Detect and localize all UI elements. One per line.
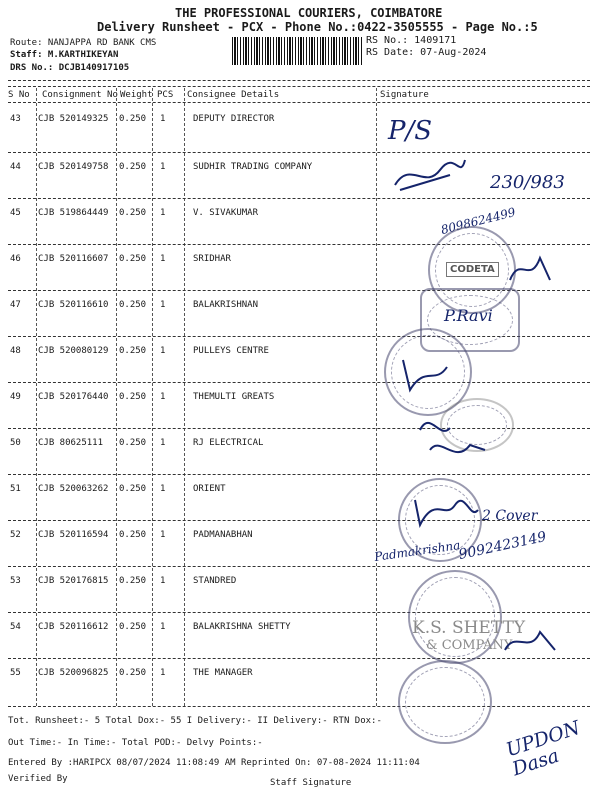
rs-number: RS No.: 1409171: [366, 35, 457, 46]
route-label: Route: NANJAPPA RD BANK CMS: [10, 38, 157, 48]
row-weight: 0.250: [119, 576, 147, 586]
table-row: [0, 668, 600, 714]
row-pcs: 1: [160, 484, 166, 494]
row-pcs: 1: [160, 668, 166, 678]
row-pcs: 1: [160, 530, 166, 540]
row-weight: 0.250: [119, 622, 147, 632]
row-consignee: PADMANABHAN: [193, 530, 253, 540]
row-weight: 0.250: [119, 484, 147, 494]
signature-row43: P/S: [388, 116, 433, 146]
signature-row52-phone: 9092423149: [457, 528, 548, 564]
row-weight: 0.250: [119, 392, 147, 402]
row-consignee: BALAKRISHNAN: [193, 300, 259, 310]
signature-row47: P.Ravi: [444, 306, 493, 325]
rs-date: RS Date: 07-Aug-2024: [366, 47, 487, 58]
totals-line: Tot. Runsheet:- 5 Total Dox:- 55 I Delivery:- II Delivery:- RTN Dox:-: [8, 716, 382, 726]
row-consignee: ORIENT: [193, 484, 226, 494]
row-divider: [8, 198, 590, 199]
drs-label: DRS No.: DCJB140917105: [10, 63, 130, 73]
row-consignee: SUDHIR TRADING COMPANY: [193, 162, 313, 172]
signature-scribble-icon: [390, 150, 470, 200]
row-sno: 51: [10, 484, 21, 494]
stamp-text-company: & COMPANY: [426, 638, 513, 653]
runsheet-title: Delivery Runsheet - PCX - Phone No.:0422-3505555 - Page No.:5: [97, 20, 538, 34]
row-pcs: 1: [160, 438, 166, 448]
row-pcs: 1: [160, 300, 166, 310]
table-row: [0, 346, 600, 392]
stamp-text-shetty: K.S. SHETTY: [412, 618, 526, 638]
row-sno: 46: [10, 254, 21, 264]
row-consignment: CJB 520176440: [38, 392, 109, 402]
row-consignment: CJB 520116594: [38, 530, 109, 540]
row-consignment: CJB 520080129: [38, 346, 109, 356]
row-consignment: CJB 520116607: [38, 254, 109, 264]
row-weight: 0.250: [119, 530, 147, 540]
row-sno: 54: [10, 622, 21, 632]
row-weight: 0.250: [119, 162, 147, 172]
row-weight: 0.250: [119, 114, 147, 124]
divider: [8, 86, 590, 87]
handwritten-cover-note: 2 Cover: [482, 508, 538, 524]
row-weight: 0.250: [119, 346, 147, 356]
times-line: Out Time:- In Time:- Total POD:- Delvy Points:-: [8, 738, 263, 748]
row-consignment: CJB 520116612: [38, 622, 109, 632]
row-sno: 53: [10, 576, 21, 586]
col-pcs: PCS: [157, 90, 174, 100]
signature-row50-icon: [400, 410, 490, 470]
row-weight: 0.250: [119, 300, 147, 310]
divider: [8, 102, 590, 103]
row-consignee: V. SIVAKUMAR: [193, 208, 259, 218]
row-consignee: BALAKRISHNA SHETTY: [193, 622, 291, 632]
row-sno: 52: [10, 530, 21, 540]
row-sno: 49: [10, 392, 21, 402]
row-pcs: 1: [160, 346, 166, 356]
row-weight: 0.250: [119, 208, 147, 218]
verified-by-label: Verified By: [8, 774, 68, 784]
table-bottom-divider: [8, 706, 590, 707]
row-consignment: CJB 520116610: [38, 300, 109, 310]
row-divider: [8, 474, 590, 475]
staff-signature-label: Staff Signature: [270, 778, 352, 788]
row-consignment: CJB 519864449: [38, 208, 109, 218]
row-divider: [8, 382, 590, 383]
row-weight: 0.250: [119, 254, 147, 264]
col-sno: S No: [8, 90, 30, 100]
divider: [8, 80, 590, 81]
row-pcs: 1: [160, 622, 166, 632]
col-weight: Weight: [120, 90, 153, 100]
table-row: [0, 438, 600, 484]
row-pcs: 1: [160, 162, 166, 172]
row-sno: 47: [10, 300, 21, 310]
stamp-text-codeta: CODETA: [446, 262, 499, 277]
company-name: THE PROFESSIONAL COURIERS, COIMBATORE: [175, 6, 443, 20]
row-sno: 44: [10, 162, 21, 172]
row-pcs: 1: [160, 392, 166, 402]
row-divider: [8, 566, 590, 567]
entered-by-line: Entered By :HARIPCX 08/07/2024 11:08:49 AM Reprinted On: 07-08-2024 11:11:04: [8, 758, 420, 768]
row-consignee: THE MANAGER: [193, 668, 253, 678]
row-sno: 50: [10, 438, 21, 448]
signature-row45-phone: 8098624499: [439, 204, 517, 238]
staff-label: Staff: M.KARTHIKEYAN: [10, 50, 119, 60]
row-consignment: CJB 520096825: [38, 668, 109, 678]
barcode: [232, 37, 362, 65]
row-divider: [8, 612, 590, 613]
row-sno: 55: [10, 668, 21, 678]
row-consignment: CJB 520063262: [38, 484, 109, 494]
table-row: [0, 576, 600, 622]
table-row: [0, 114, 600, 160]
row-sno: 45: [10, 208, 21, 218]
row-divider: [8, 152, 590, 153]
row-weight: 0.250: [119, 438, 147, 448]
col-consignment: Consignment No: [42, 90, 118, 100]
row-consignment: CJB 80625111: [38, 438, 104, 448]
signature-row46-icon: [505, 250, 555, 290]
row-consignee: DEPUTY DIRECTOR: [193, 114, 275, 124]
signature-row48-icon: [395, 355, 455, 395]
signature-row44-number: 230/983: [490, 172, 565, 193]
row-pcs: 1: [160, 114, 166, 124]
row-consignment: CJB 520149758: [38, 162, 109, 172]
row-consignee: RJ ELECTRICAL: [193, 438, 264, 448]
row-sno: 43: [10, 114, 21, 124]
signature-row51-icon: [410, 490, 480, 530]
row-consignee: THEMULTI GREATS: [193, 392, 275, 402]
row-pcs: 1: [160, 254, 166, 264]
signature-row52-name: Padmakrishna: [373, 538, 462, 564]
row-consignment: CJB 520176815: [38, 576, 109, 586]
round-stamp: [398, 660, 492, 744]
row-weight: 0.250: [119, 668, 147, 678]
handwritten-bottom-note: UPDON Dasa: [503, 716, 583, 781]
row-pcs: 1: [160, 208, 166, 218]
row-consignee: SRIDHAR: [193, 254, 231, 264]
row-consignment: CJB 520149325: [38, 114, 109, 124]
col-consignee: Consignee Details: [187, 90, 280, 100]
row-sno: 48: [10, 346, 21, 356]
row-consignee: PULLEYS CENTRE: [193, 346, 269, 356]
row-pcs: 1: [160, 576, 166, 586]
signature-row54-icon: [500, 620, 560, 660]
col-signature: Signature: [380, 90, 429, 100]
row-consignee: STANDRED: [193, 576, 237, 586]
